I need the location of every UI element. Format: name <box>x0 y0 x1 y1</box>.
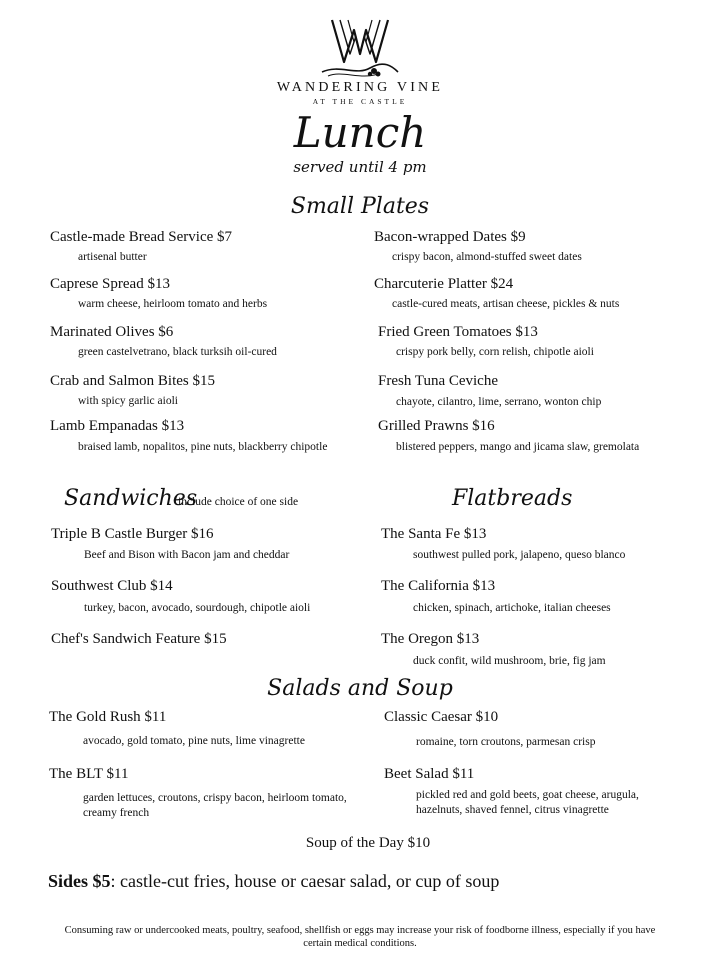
brand-subtitle: AT THE CASTLE <box>312 97 408 106</box>
menu-item-name: The Gold Rush $11 <box>49 709 167 725</box>
menu-item-name: The California $13 <box>381 578 496 594</box>
menu-item-desc: braised lamb, nopalitos, pine nuts, blackberry chipotle <box>78 441 328 453</box>
menu-item-name: Castle-made Bread Service $7 <box>50 229 233 245</box>
menu-item-desc: crispy bacon, almond-stuffed sweet dates <box>392 251 582 263</box>
sandwiches-note: include choice of one side <box>178 496 299 508</box>
menu-item-name: Southwest Club $14 <box>51 578 173 594</box>
menu-item-name: Lamb Empanadas $13 <box>50 418 185 434</box>
section-title-flatbreads: Flatbreads <box>452 486 573 511</box>
menu-item-name: Triple B Castle Burger $16 <box>51 526 214 542</box>
section-title-salads-and-soup: Salads and Soup <box>267 676 453 701</box>
menu-item-desc: crispy pork belly, corn relish, chipotle aioli <box>396 346 594 358</box>
menu-item-desc: southwest pulled pork, jalapeno, queso blanco <box>413 549 626 561</box>
menu-item-desc: turkey, bacon, avocado, sourdough, chipotle aioli <box>84 602 311 614</box>
menu-item-name: The Santa Fe $13 <box>381 526 487 542</box>
served-until: served until 4 pm <box>293 158 427 176</box>
menu-item-desc: garden lettuces, croutons, crispy bacon, heirloom tomato, creamy french <box>83 792 347 819</box>
menu-item-name: Bacon-wrapped Dates $9 <box>374 229 526 245</box>
menu-item-desc: duck confit, wild mushroom, brie, fig jam <box>413 655 606 667</box>
menu-item-desc: artisenal butter <box>78 251 147 263</box>
soup-of-the-day: Soup of the Day $10 <box>305 835 431 851</box>
menu-item-name: Classic Caesar $10 <box>384 709 499 725</box>
menu-item-name: Beet Salad $11 <box>384 766 475 782</box>
menu-item-desc: Beef and Bison with Bacon jam and cheddar <box>84 549 290 561</box>
menu-item-name: Charcuterie Platter $24 <box>374 276 514 292</box>
menu-item-name: Grilled Prawns $16 <box>378 418 495 434</box>
menu-item-name: Caprese Spread $13 <box>50 276 170 292</box>
menu-item-desc: pickled red and gold beets, goat cheese, arugula, hazelnuts, shaved fennel, citrus vinagrette <box>416 789 639 816</box>
sides-text: : castle-cut fries, house or caesar salad, or cup of soup <box>110 871 500 891</box>
logo-mark <box>320 14 400 80</box>
menu-item-desc: chicken, spinach, artichoke, italian cheeses <box>413 602 611 614</box>
menu-item-name: Marinated Olives $6 <box>50 324 174 340</box>
menu-item-name: Fried Green Tomatoes $13 <box>378 324 538 340</box>
menu-title: Lunch <box>293 108 427 157</box>
menu-item-desc: with spicy garlic aioli <box>78 395 178 407</box>
menu-item-desc: castle-cured meats, artisan cheese, pickles & nuts <box>392 298 620 310</box>
menu-item-desc: blistered peppers, mango and jicama slaw, gremolata <box>396 441 640 453</box>
menu-item-desc: avocado, gold tomato, pine nuts, lime vinagrette <box>83 735 305 747</box>
menu-item-desc: green castelvetrano, black turksih oil-cured <box>78 346 277 358</box>
brand-name: WANDERING VINE <box>276 80 444 95</box>
menu-item-name: Fresh Tuna Ceviche <box>378 373 498 389</box>
sides-label: Sides $5 <box>48 871 111 891</box>
menu-item-name: Chef's Sandwich Feature $15 <box>51 631 227 647</box>
sides-line <box>48 871 499 892</box>
section-title-sandwiches: Sandwiches <box>64 486 198 511</box>
menu-item-desc: warm cheese, heirloom tomato and herbs <box>78 298 268 310</box>
menu-item-name: The BLT $11 <box>49 766 129 782</box>
menu-item-name: Crab and Salmon Bites $15 <box>50 373 215 389</box>
menu-item-name: The Oregon $13 <box>381 631 480 647</box>
menu-item-desc: chayote, cilantro, lime, serrano, wonton chip <box>396 396 602 408</box>
section-title-small-plates: Small Plates <box>290 194 430 219</box>
foodborne-illness-disclaimer: Consuming raw or undercooked meats, poultry, seafood, shellfish or eggs may increase your risk of foodborne illness, especially if you have certain medical conditions. <box>64 925 656 949</box>
menu-item-desc: romaine, torn croutons, parmesan crisp <box>416 736 596 748</box>
